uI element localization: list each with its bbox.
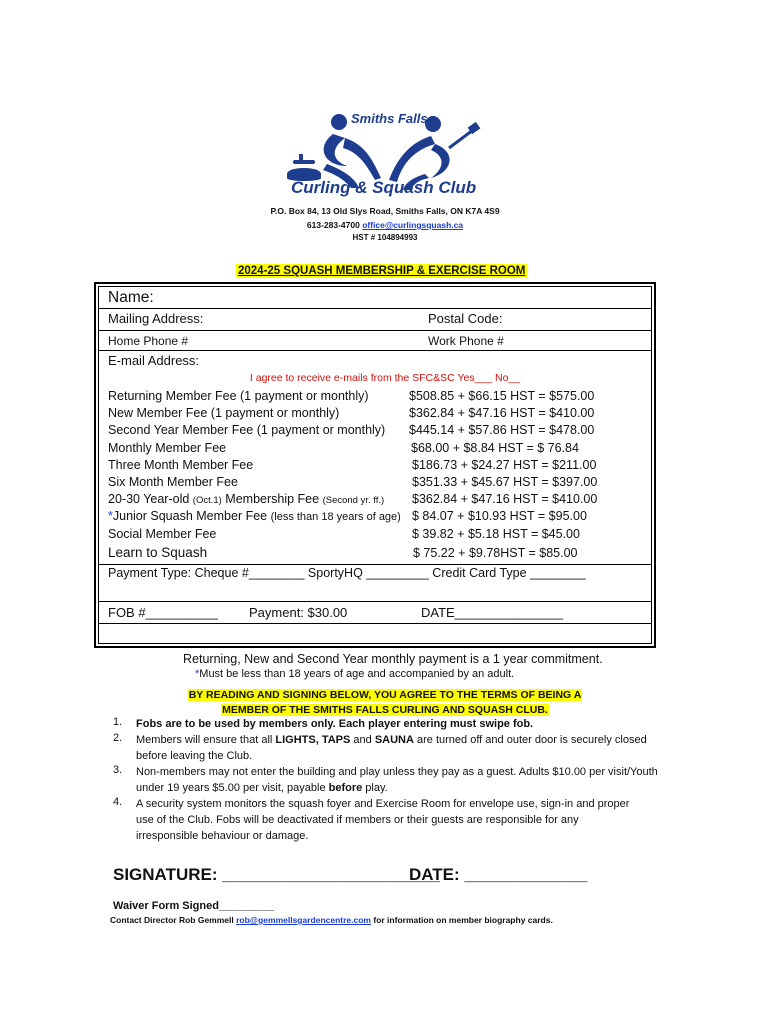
rule-2-part: and	[350, 734, 375, 746]
fee-price-returning: $508.85 + $66.15 HST = $575.00	[409, 389, 595, 403]
junior-label: Junior Squash Member Fee	[112, 509, 271, 523]
fee-label-six-month: Six Month Member Fee	[108, 475, 238, 489]
signature-date-line: DATE: _____________	[409, 865, 588, 884]
age-note	[195, 668, 514, 680]
fee-label-learn: Learn to Squash	[108, 545, 208, 560]
fee-price-junior: $ 84.07 + $10.93 HST = $95.00	[412, 509, 587, 523]
fee-price-learn: $ 75.22 + $9.78HST = $85.00	[413, 546, 578, 560]
fee-label-social: Social Member Fee	[108, 527, 217, 541]
payment-type-line: Payment Type: Cheque #________ SportyHQ _________ Credit Card Type ________	[108, 566, 586, 580]
fee-label-three-month: Three Month Member Fee	[108, 458, 254, 472]
rule-2-part: Members will ensure that all	[136, 734, 276, 746]
divider	[98, 601, 652, 602]
divider	[98, 308, 652, 309]
rule-number: 2.	[113, 732, 123, 744]
rule-text-3	[136, 764, 676, 796]
fee-label-new: New Member Fee (1 payment or monthly)	[108, 406, 340, 420]
rule-2-part: are turned off and outer door is securely closed before leaving the Club.	[136, 734, 647, 762]
rule-number: 4.	[113, 796, 123, 808]
rule-2-bold: SAUNA	[374, 734, 414, 746]
club-address: P.O. Box 84, 13 Old Slys Road, Smiths Falls, ON K7A 4S9	[270, 206, 500, 216]
club-logo	[285, 108, 485, 204]
age-note-text: Must be less than 18 years of age and accompanied by an adult.	[199, 668, 515, 680]
rule-text-4: A security system monitors the squash foyer and Exercise Room for envelope use, sign-in and proper use of the Club. Fobs will be deactivated if members or their guests are responsible for any irresponsible behaviour or damage.	[136, 798, 630, 842]
signature-line: SIGNATURE: _______________________	[113, 865, 440, 884]
club-email-link[interactable]: office@curlingsquash.ca	[362, 220, 464, 230]
postal-code-label: Postal Code:	[428, 311, 503, 326]
fee-price-new: $362.84 + $47.16 HST = $410.00	[409, 406, 595, 420]
mailing-address-label: Mailing Address:	[108, 311, 204, 326]
divider	[98, 330, 652, 331]
fee-20-30-date: (Oct.1)	[192, 495, 222, 506]
waiver-line: Waiver Form Signed_________	[113, 900, 275, 912]
junior-note: (less than 18 years of age)	[270, 511, 401, 523]
fee-label-junior	[108, 509, 401, 523]
contact-pre: Contact Director Rob Gemmell	[110, 915, 237, 925]
rule-3-part: play.	[362, 782, 388, 794]
fee-20-30-pre: 20-30 Year-old	[108, 492, 193, 506]
fob-field: FOB #__________	[108, 605, 218, 620]
fee-price-second-year: $445.14 + $57.86 HST = $478.00	[409, 423, 595, 437]
fee-price-social: $ 39.82 + $5.18 HST = $45.00	[412, 527, 580, 541]
agreement-text-2: MEMBER OF THE SMITHS FALLS CURLING AND SQUASH CLUB.	[222, 704, 548, 716]
contact-email-link[interactable]: rob@gemmellsgardencentre.com	[236, 915, 371, 925]
club-contact	[0, 220, 770, 230]
fee-label-20-30	[108, 492, 384, 506]
divider	[98, 350, 652, 351]
junior-asterisk: *	[108, 509, 113, 523]
fee-20-30-note: (Second yr. ff.)	[322, 495, 385, 506]
logo-bottom-text: Curling & Squash Club	[291, 178, 477, 197]
work-phone-label: Work Phone #	[428, 334, 504, 348]
fob-date-field: DATE_______________	[421, 605, 564, 620]
logo-top-text: Smiths Falls	[351, 111, 428, 126]
rule-2-bold: LIGHTS, TAPS	[275, 734, 351, 746]
contact-line	[110, 915, 553, 925]
email-consent: I agree to receive e-mails from the SFC&SC Yes___ No__	[249, 372, 521, 384]
email-address-label: E-mail Address:	[108, 353, 200, 368]
divider	[98, 623, 652, 624]
rule-text-2	[136, 732, 676, 764]
fee-label-returning: Returning Member Fee (1 payment or monthly)	[108, 389, 369, 403]
club-phone: 613-283-4700	[306, 220, 360, 230]
rule-3-bold: before	[328, 782, 363, 794]
rule-text-1: Fobs are to be used by members only. Each player entering must swipe fob.	[136, 718, 534, 730]
rule-3-part: Non-members may not enter the building and play unless they pay as a guest. Adults $10.00 per visit/Youth under 19 years $5.00 per visit, payable	[136, 766, 658, 794]
fee-label-second-year: Second Year Member Fee (1 payment or monthly)	[108, 423, 386, 437]
rule-number: 3.	[113, 764, 123, 776]
commitment-note: Returning, New and Second Year monthly payment is a 1 year commitment.	[183, 652, 603, 666]
age-note-asterisk: *	[195, 668, 200, 680]
club-hst: HST # 104894993	[352, 233, 418, 242]
fee-price-six-month: $351.33 + $45.67 HST = $397.00	[412, 475, 598, 489]
fee-price-three-month: $186.73 + $24.27 HST = $211.00	[412, 458, 597, 472]
fee-20-30-mid: Membership Fee	[221, 492, 323, 506]
name-label: Name:	[108, 289, 154, 306]
form-title: 2024-25 SQUASH MEMBERSHIP & EXERCISE ROOM	[238, 265, 526, 277]
fob-payment: Payment: $30.00	[249, 605, 348, 620]
agreement-text-1: BY READING AND SIGNING BELOW, YOU AGREE TO THE TERMS OF BEING A	[188, 689, 582, 701]
divider	[98, 564, 652, 565]
fee-price-monthly: $68.00 + $8.84 HST = $ 76.84	[411, 441, 579, 455]
home-phone-label: Home Phone #	[108, 334, 189, 348]
fee-label-monthly: Monthly Member Fee	[108, 441, 227, 455]
contact-post: for information on member biography cards.	[371, 915, 553, 925]
rule-number: 1.	[113, 716, 123, 728]
fee-price-20-30: $362.84 + $47.16 HST = $410.00	[412, 492, 598, 506]
